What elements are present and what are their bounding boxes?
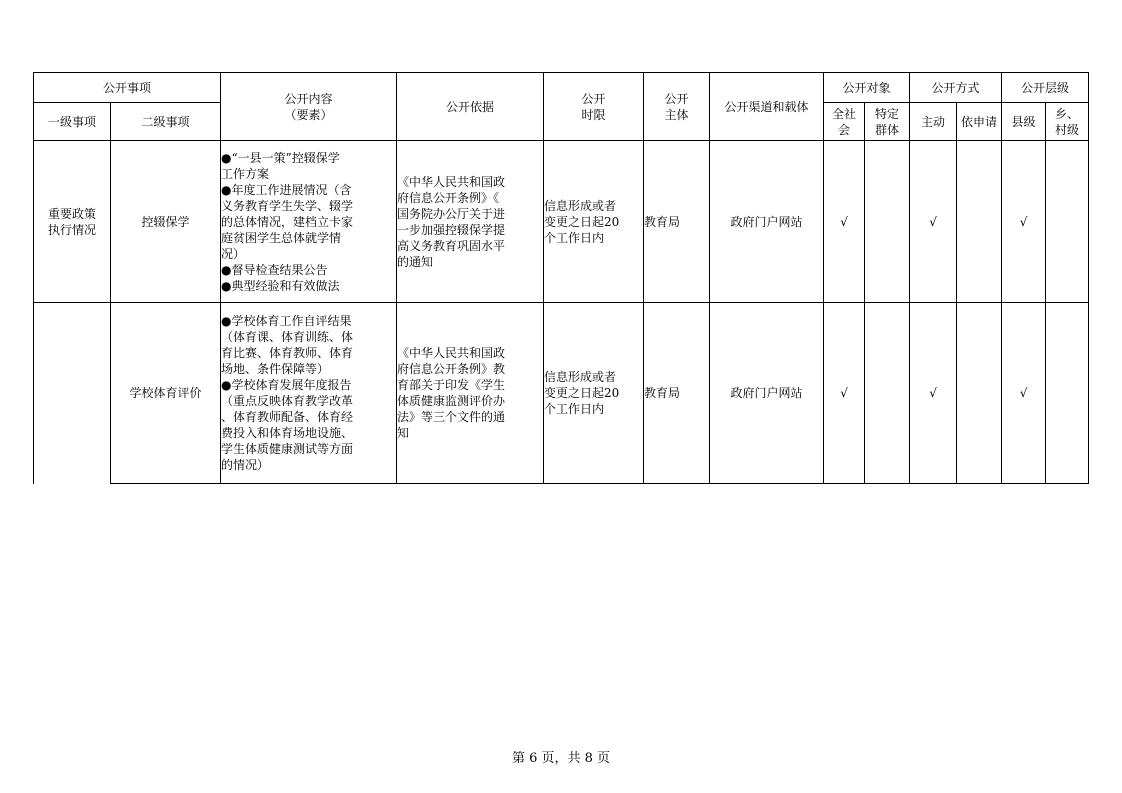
header-row-1 bbox=[34, 73, 1089, 103]
row-content: ●“一县一策”控辍保学 工作方案 ●年度工作进展情况（含 义务教育学生失学、辍学 的总体情况，建档立卡家 庭贫困学生总体就学情 况） ●督导检查结果公告 ●典型经验和有效做法 bbox=[221, 141, 397, 303]
table-row bbox=[34, 303, 1089, 484]
row-subject: 教育局 bbox=[644, 141, 710, 303]
row-content: ●学校体育工作自评结果 （体育课、体育训练、体 育比赛、体育教师、体育 场地、条件保障等） ●学校体育发展年度报告 （重点反映体育教学改革 、体育教师配备、体育经 费投入和体育场地设施、 学生体质健康测试等方面 的情况） bbox=[221, 303, 397, 484]
header-target-all: 全社 会 bbox=[824, 103, 865, 141]
row-basis: 《中华人民共和国政 府信息公开条例》教 育部关于印发《学生 体质健康监测评价办 法》等三个文件的通 知 bbox=[397, 303, 544, 484]
row-layer-village bbox=[1046, 141, 1089, 303]
header-level1: 一级事项 bbox=[34, 103, 111, 141]
row-subject: 教育局 bbox=[644, 303, 710, 484]
row-channel: 政府门户网站 bbox=[710, 141, 824, 303]
row-layer-village bbox=[1046, 303, 1089, 484]
row-level2: 控辍保学 bbox=[111, 141, 221, 303]
header-content: 公开内容 （要素） bbox=[221, 73, 397, 141]
header-channel: 公开渠道和载体 bbox=[710, 73, 824, 141]
header-level2: 二级事项 bbox=[111, 103, 221, 141]
row-method-active: √ bbox=[910, 303, 957, 484]
table-row bbox=[34, 141, 1089, 303]
header-time: 公开 时限 bbox=[544, 73, 644, 141]
header-layer-county: 县级 bbox=[1002, 103, 1046, 141]
row-target-all: √ bbox=[824, 141, 865, 303]
row-target-specific bbox=[865, 303, 910, 484]
row-time: 信息形成或者 变更之日起20 个工作日内 bbox=[544, 141, 644, 303]
row-layer-county: √ bbox=[1002, 303, 1046, 484]
header-method-apply: 依申请 bbox=[957, 103, 1002, 141]
header-layer-village: 乡、 村级 bbox=[1046, 103, 1089, 141]
row-time: 信息形成或者 变更之日起20 个工作日内 bbox=[544, 303, 644, 484]
disclosure-table bbox=[33, 72, 1089, 484]
row-level2: 学校体育评价 bbox=[111, 303, 221, 484]
header-method: 公开方式 bbox=[910, 73, 1002, 103]
header-method-active: 主动 bbox=[910, 103, 957, 141]
row-layer-county: √ bbox=[1002, 141, 1046, 303]
row-method-apply bbox=[957, 141, 1002, 303]
row-channel: 政府门户网站 bbox=[710, 303, 824, 484]
row-method-active: √ bbox=[910, 141, 957, 303]
row-level1 bbox=[34, 303, 111, 484]
header-basis: 公开依据 bbox=[397, 73, 544, 141]
header-subject: 公开 主体 bbox=[644, 73, 710, 141]
row-basis: 《中华人民共和国政 府信息公开条例》《 国务院办公厅关于进 一步加强控辍保学提 高义务教育巩固水平 的通知 bbox=[397, 141, 544, 303]
page-number: 第 6 页，共 8 页 bbox=[511, 751, 611, 766]
header-target: 公开对象 bbox=[824, 73, 910, 103]
header-layer: 公开层级 bbox=[1002, 73, 1089, 103]
header-target-specific: 特定 群体 bbox=[865, 103, 910, 141]
row-level1: 重要政策 执行情况 bbox=[34, 141, 111, 303]
row-target-specific bbox=[865, 141, 910, 303]
header-item: 公开事项 bbox=[34, 73, 221, 103]
row-target-all: √ bbox=[824, 303, 865, 484]
row-method-apply bbox=[957, 303, 1002, 484]
